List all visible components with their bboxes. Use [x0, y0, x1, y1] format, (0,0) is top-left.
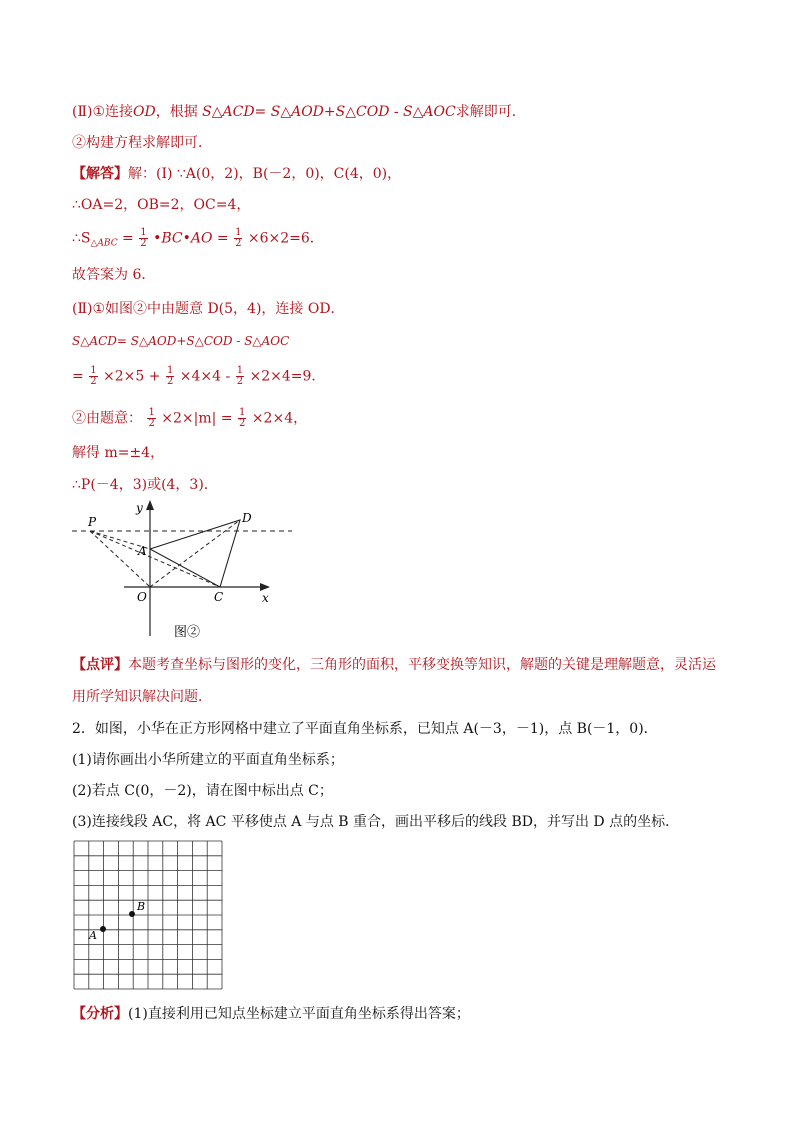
text: (Ⅱ)①连接	[72, 104, 133, 120]
grid-label-b: B	[137, 900, 146, 913]
answer-line-10	[72, 408, 307, 429]
answer-line-12: ∴P(－4，3)或(4，3)．	[72, 477, 218, 493]
text: ×2×5 +	[103, 368, 161, 385]
text: ，根据	[155, 104, 198, 120]
text: ∴S	[72, 230, 91, 247]
fraction: $\frac{1}{2}$	[236, 365, 244, 387]
answer-line-4: ∴OA=2，OB=2，OC=4，	[72, 197, 251, 213]
axis-label-y: y	[136, 501, 143, 515]
solution-line-1	[72, 103, 526, 121]
solution-line-2: ②构建方程求解即可．	[72, 135, 212, 151]
point-label-c: C	[214, 590, 224, 604]
square-grid-figure	[72, 839, 224, 991]
answer-line-7: (Ⅱ)①如图②中由题意 D(5，4)，连接 OD．	[72, 301, 345, 317]
grid-lines	[74, 841, 222, 989]
text: ×6×2=6．	[247, 230, 324, 247]
fraction: $\frac{1}{2}$	[148, 407, 155, 429]
text: 求解即可．	[455, 104, 526, 120]
point-label-p: P	[88, 515, 97, 529]
figure-caption: 图②	[174, 625, 201, 640]
question-2-part-2: (2)若点 C(0，－2)，请在图中标出点 C；	[72, 783, 333, 799]
formula: S△ACD= S△AOD+S△COD - S△AOC	[202, 104, 456, 120]
grid-label-a: A	[89, 929, 97, 942]
figure-2-diagram	[66, 498, 306, 644]
answer-tag: 【解答】	[72, 166, 128, 182]
point-label-a: A	[138, 544, 147, 558]
analysis-tag: 【分析】	[72, 1006, 128, 1022]
answer-line-9	[72, 366, 325, 387]
answer-line-3	[72, 165, 401, 183]
question-2-part-3: (3)连接线段 AC，将 AC 平移使点 A 与点 B 重合，画出平移后的线段 BD，并写出 D 点的坐标．	[72, 814, 680, 830]
question-2-part-1: (1)请你画出小华所建立的平面直角坐标系；	[72, 752, 344, 768]
text: ×2×4，	[251, 410, 308, 427]
text: ×4×4 -	[179, 368, 231, 385]
answer-line-6: 故答案为 6．	[72, 267, 156, 283]
answer-line-5	[72, 228, 324, 253]
text: =	[72, 368, 84, 385]
review-line-2: 用所学知识解决问题．	[72, 689, 212, 705]
text: (1)直接利用已知点坐标建立平面直角坐标系得出答案；	[128, 1006, 470, 1022]
text: 解：(Ⅰ) ∵A(0，2)，B(－2，0)，C(4，0)，	[128, 166, 402, 182]
axis-label-x: x	[262, 591, 269, 605]
text: ×2×|m| =	[161, 410, 233, 427]
text: •BC•AO =	[153, 230, 229, 247]
point-label-o: O	[137, 590, 147, 604]
question-2-stem: 2．如图，小华在正方形网格中建立了平面直角坐标系，已知点 A(－3，－1)，点 B(－1，0)．	[72, 721, 658, 737]
point-b	[129, 911, 135, 917]
fraction: $\frac{1}{2}$	[239, 407, 246, 429]
point-a	[100, 926, 106, 932]
fraction: $\frac{1}{2}$	[140, 227, 147, 249]
answer-line-11: 解得 m=±4，	[72, 445, 165, 461]
text: ②由题意：	[72, 410, 142, 427]
review-line-1	[72, 656, 716, 674]
fraction: $\frac{1}{2}$	[235, 227, 242, 249]
point-label-d: D	[242, 511, 252, 525]
fraction: $\frac{1}{2}$	[90, 365, 97, 387]
answer-line-8: S△ACD= S△AOD+S△COD - S△AOC	[72, 334, 290, 348]
review-tag: 【点评】	[72, 657, 128, 673]
text: =	[122, 230, 134, 247]
fraction: $\frac{1}{2}$	[166, 365, 174, 387]
text: OD	[133, 104, 156, 120]
analysis-line	[72, 1005, 470, 1023]
text: ×2×4=9．	[249, 368, 326, 385]
text: 本题考查坐标与图形的变化，三角形的面积，平移变换等知识，解题的关键是理解题意，灵活运	[128, 657, 716, 673]
text: △ABC	[90, 238, 118, 249]
